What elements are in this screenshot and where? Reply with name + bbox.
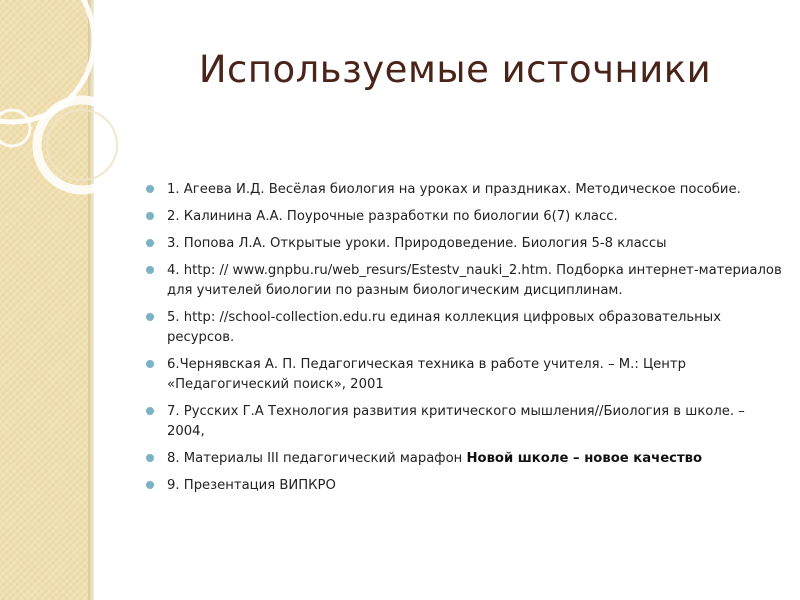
- small-ring: [0, 110, 30, 146]
- list-item-bold-text: Новой школе – новое качество: [466, 451, 703, 466]
- list-item: [146, 234, 786, 254]
- list-item-text: 7. Русских Г.А Технология развития критического мышления//Биология в школе. – 2004,: [167, 404, 745, 439]
- bullet-icon: [146, 313, 154, 321]
- list-item-text: 2. Калинина А.А. Поурочные разработки по биологии 6(7) класс.: [167, 209, 618, 224]
- sources-list: [146, 180, 786, 503]
- bullet-icon: [146, 266, 154, 274]
- slide-title: Используемые источники: [198, 48, 712, 91]
- list-item: [146, 449, 786, 469]
- list-item: [146, 261, 786, 301]
- inner-ring: [47, 110, 117, 180]
- list-item: [146, 402, 786, 442]
- list-item-text: 6.Чернявская А. П. Педагогическая техника в работе учителя. – М.: Центр «Педагогический поиск», 2001: [167, 357, 686, 392]
- bullet-icon: [146, 239, 154, 247]
- list-item-text: 3. Попова Л.А. Открытые уроки. Природоведение. Биология 5-8 классы: [167, 236, 667, 251]
- list-item: [146, 476, 786, 496]
- list-item: [146, 180, 786, 200]
- bullet-icon: [146, 481, 154, 489]
- list-item-text: 4. http: // www.gnpbu.ru/web_resurs/Estestv_nauki_2.htm. Подборка интернет-материалов для учителей биологии по разным биологическим дисциплинам.: [167, 263, 782, 298]
- list-item: [146, 355, 786, 395]
- list-item-text: 9. Презентация ВИПКРО: [167, 478, 336, 493]
- list-item: [146, 308, 786, 348]
- bullet-icon: [146, 407, 154, 415]
- bullet-icon: [146, 454, 154, 462]
- bullet-icon: [146, 185, 154, 193]
- list-item-text: 5. http: //school-collection.edu.ru единая коллекция цифровых образовательных ресурсов.: [167, 310, 722, 345]
- bullet-icon: [146, 212, 154, 220]
- list-item: [146, 207, 786, 227]
- medium-ring: [37, 100, 127, 190]
- list-item-text: 1. Агеева И.Д. Весёлая биология на уроках и праздниках. Методическое пособие.: [167, 182, 741, 197]
- list-item-text: 8. Материалы III педагогический марафон: [167, 451, 467, 466]
- bullet-icon: [146, 360, 154, 368]
